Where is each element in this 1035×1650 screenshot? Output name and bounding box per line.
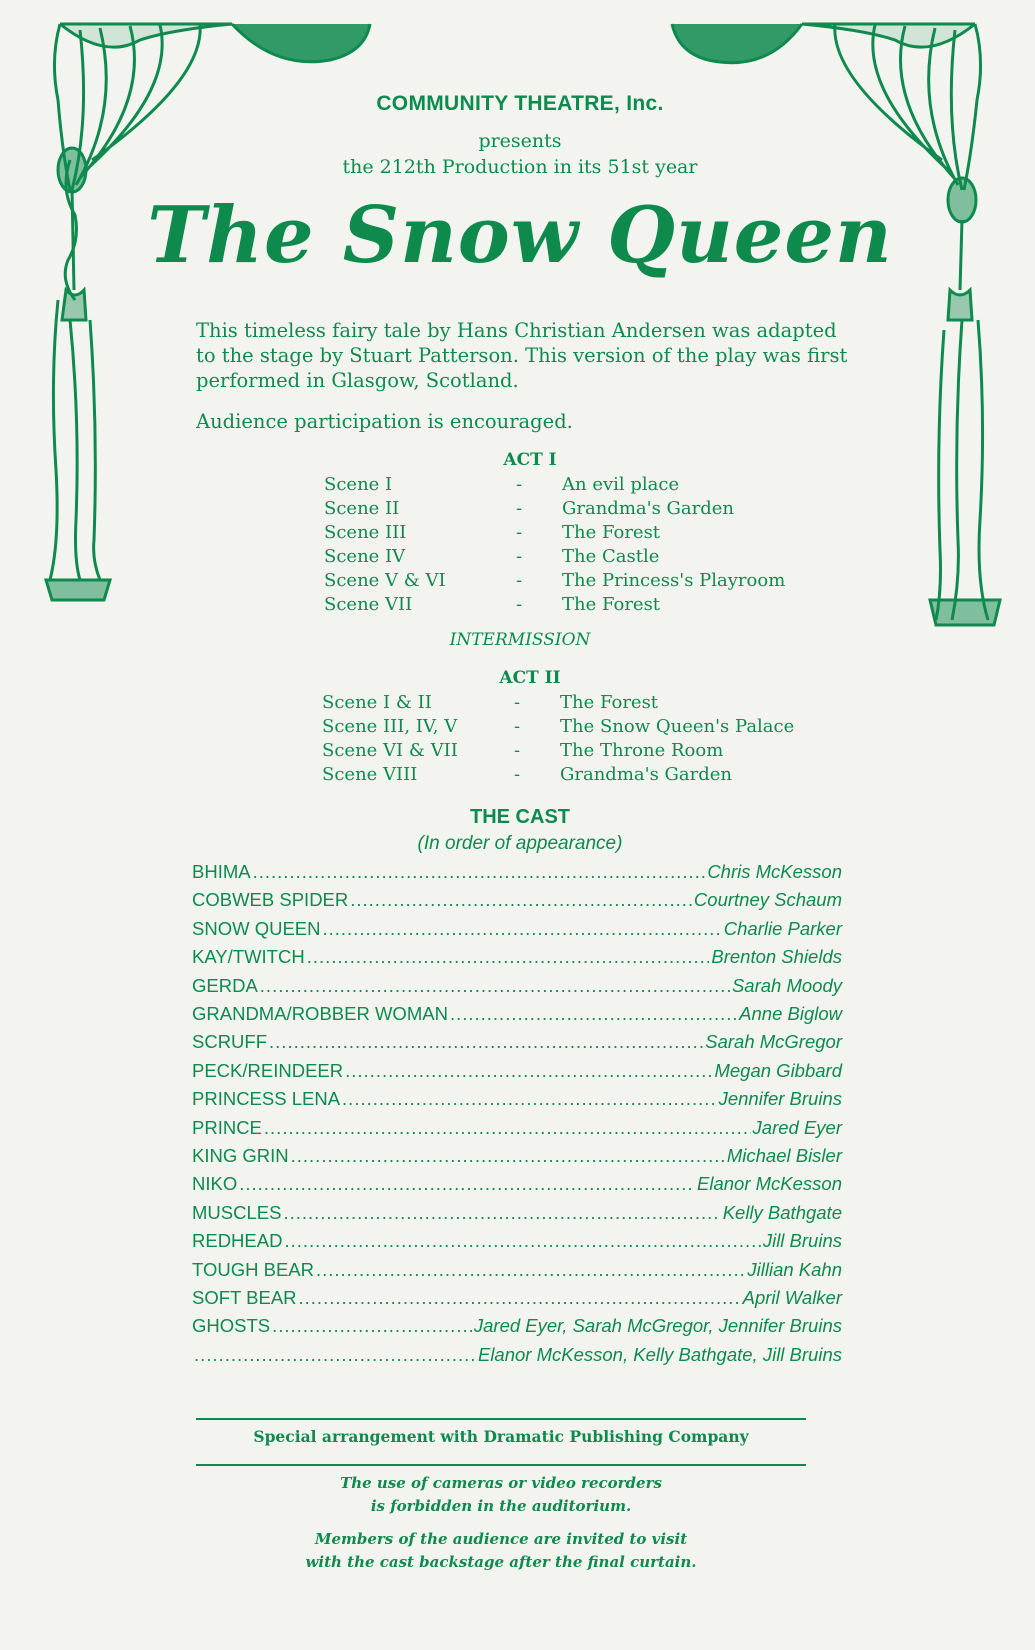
scene-location: The Forest [562, 594, 661, 615]
intro-paragraph: This timeless fairy tale by Hans Christian Andersen was adapted to the stage by Stuart Patterson. This version of the play was first performed in Glasgow, Scotland. [196, 319, 848, 392]
scene-dash: - [514, 764, 521, 785]
backstage-notice-line-1: Members of the audience are invited to visit [314, 1530, 688, 1548]
cast-row [192, 1060, 842, 1088]
cast-actor: April Walker [742, 1287, 842, 1308]
cast-role: NIKO [192, 1173, 238, 1195]
leader-dots [342, 1088, 717, 1110]
scene-number: Scene III [324, 522, 407, 543]
cast-actor: Chris McKesson [707, 861, 842, 882]
cast-row [192, 1031, 842, 1059]
cast-row [192, 918, 842, 946]
cast-actor: Jennifer Bruins [718, 1088, 842, 1110]
scene-number: Scene II [324, 498, 400, 519]
scene-location: The Forest [560, 692, 659, 713]
cast-actor: Brenton Shields [711, 946, 842, 968]
scene-number: Scene VI & VII [322, 740, 458, 761]
scene-dash: - [516, 594, 523, 615]
cast-actor: Michael Bisler [726, 1145, 842, 1166]
scene-number: Scene I [324, 474, 393, 495]
leader-dots [350, 889, 692, 911]
scene-row [322, 692, 792, 716]
cast-role: KING GRIN [192, 1145, 289, 1166]
scene-dash: - [514, 740, 521, 761]
cast-actor: Elanor McKesson, Kelly Bathgate, Jill Bruins [477, 1343, 842, 1365]
leader-dots [264, 1117, 751, 1139]
cast-row [192, 1344, 842, 1372]
backstage-notice-line-2: with the cast backstage after the final curtain. [305, 1553, 697, 1571]
leader-dots [283, 1202, 720, 1224]
cast-actor: Charlie Parker [723, 917, 842, 939]
scene-number: Scene VIII [322, 764, 418, 785]
scene-dash: - [514, 692, 521, 713]
scene-row [324, 522, 794, 546]
cast-row [192, 1088, 842, 1116]
production-line: the 212th Production in its 51st year [342, 156, 698, 178]
arrangement-credit: Special arrangement with Dramatic Publishing Company [253, 1427, 749, 1446]
cast-actor: Kelly Bathgate [722, 1201, 842, 1223]
cast-actor: Jared Eyer [752, 1116, 842, 1138]
cast-actor: Sarah Moody [731, 974, 842, 996]
cast-subheading: (In order of appearance) [417, 833, 623, 854]
scene-row [324, 546, 794, 570]
cast-row [192, 1003, 842, 1031]
participation-note: Audience participation is encouraged. [196, 410, 573, 433]
cast-role: COBWEB SPIDER [192, 889, 349, 911]
leader-dots [253, 861, 706, 883]
cast-role: GHOSTS [192, 1315, 271, 1337]
leader-dots [345, 1060, 712, 1082]
leader-dots [239, 1173, 695, 1195]
camera-notice-line-2: is forbidden in the auditorium. [370, 1497, 632, 1515]
scene-row [324, 570, 794, 594]
cast-actor: Jared Eyer, Sarah McGregor, Jennifer Bruins [473, 1315, 842, 1337]
leader-dots [450, 1003, 737, 1025]
scene-location: The Snow Queen's Palace [560, 716, 795, 737]
cast-actor: Sarah McGregor [705, 1031, 842, 1053]
leader-dots [322, 918, 721, 940]
scene-number: Scene IV [324, 546, 406, 567]
scene-row [324, 594, 794, 618]
presents-text: presents [478, 130, 562, 152]
scene-row [322, 716, 795, 740]
intermission-label: INTERMISSION [449, 630, 591, 650]
act-1-heading: ACT I [503, 450, 557, 470]
leader-dots [299, 1287, 741, 1309]
scene-location: The Princess's Playroom [562, 570, 786, 591]
cast-row [192, 1315, 842, 1343]
cast-role: GRANDMA/ROBBER WOMAN [192, 1003, 448, 1024]
cast-row [192, 975, 842, 1003]
cast-role: PECK/REINDEER [192, 1059, 344, 1081]
cast-heading: THE CAST [470, 806, 570, 828]
cast-actor: Megan Gibbard [714, 1059, 842, 1081]
scene-dash: - [516, 498, 523, 519]
cast-actor: Elanor McKesson [697, 1173, 842, 1195]
cast-role: MUSCLES [192, 1201, 282, 1223]
cast-row [192, 1173, 842, 1201]
scene-dash: - [514, 716, 521, 737]
scene-location: The Throne Room [560, 740, 724, 761]
divider-bottom [196, 1464, 806, 1466]
camera-notice-line-1: The use of cameras or video recorders [340, 1474, 662, 1492]
scene-number: Scene VII [324, 594, 413, 615]
cast-role: SNOW QUEEN [192, 917, 321, 939]
scene-row [324, 474, 794, 498]
cast-row [192, 1259, 842, 1287]
organization-name: COMMUNITY THEATRE, Inc. [376, 92, 664, 115]
camera-notice [196, 1472, 806, 1518]
cast-row [192, 946, 842, 974]
cast-role: GERDA [192, 974, 258, 996]
scene-location: The Forest [562, 522, 661, 543]
cast-role: SCRUFF [192, 1031, 268, 1053]
cast-role: BHIMA [192, 861, 251, 882]
scene-row [322, 764, 792, 788]
scene-location: Grandma's Garden [562, 498, 735, 519]
cast-actor: Courtney Schaum [693, 889, 842, 911]
cast-row [192, 889, 842, 917]
scene-row [324, 498, 794, 522]
leader-dots [307, 946, 710, 968]
cast-role: TOUGH BEAR [192, 1258, 314, 1280]
cast-actor: Jill Bruins [762, 1230, 842, 1252]
backstage-notice [196, 1528, 806, 1574]
play-title: The Snow Queen [147, 190, 893, 281]
cast-row [192, 861, 842, 889]
scene-number: Scene III, IV, V [322, 716, 458, 737]
leader-dots [291, 1145, 725, 1167]
scene-dash: - [516, 522, 523, 543]
cast-actor: Anne Biglow [739, 1003, 842, 1024]
scene-dash: - [516, 546, 523, 567]
scene-number: Scene I & II [322, 692, 432, 713]
scene-row [322, 740, 792, 764]
cast-row [192, 1287, 842, 1315]
leader-dots [272, 1315, 472, 1337]
scene-location: The Castle [562, 546, 660, 567]
cast-role: SOFT BEAR [192, 1287, 297, 1308]
leader-dots [260, 975, 730, 997]
cast-role: PRINCE [192, 1116, 262, 1138]
cast-row [192, 1145, 842, 1173]
divider-top [196, 1418, 806, 1420]
cast-row [192, 1117, 842, 1145]
act-2-heading: ACT II [499, 668, 561, 688]
scene-dash: - [516, 570, 523, 591]
cast-role: REDHEAD [192, 1230, 283, 1252]
leader-dots [194, 1344, 476, 1366]
cast-row [192, 1202, 842, 1230]
cast-role: KAY/TWITCH [192, 946, 305, 968]
scene-location: An evil place [562, 474, 680, 495]
scene-dash: - [516, 474, 523, 495]
cast-row [192, 1230, 842, 1258]
leader-dots [316, 1259, 745, 1281]
scene-location: Grandma's Garden [560, 764, 733, 785]
leader-dots [284, 1230, 760, 1252]
leader-dots [269, 1031, 703, 1053]
cast-role: PRINCESS LENA [192, 1088, 341, 1110]
scene-number: Scene V & VI [324, 570, 446, 591]
cast-actor: Jillian Kahn [747, 1258, 842, 1280]
